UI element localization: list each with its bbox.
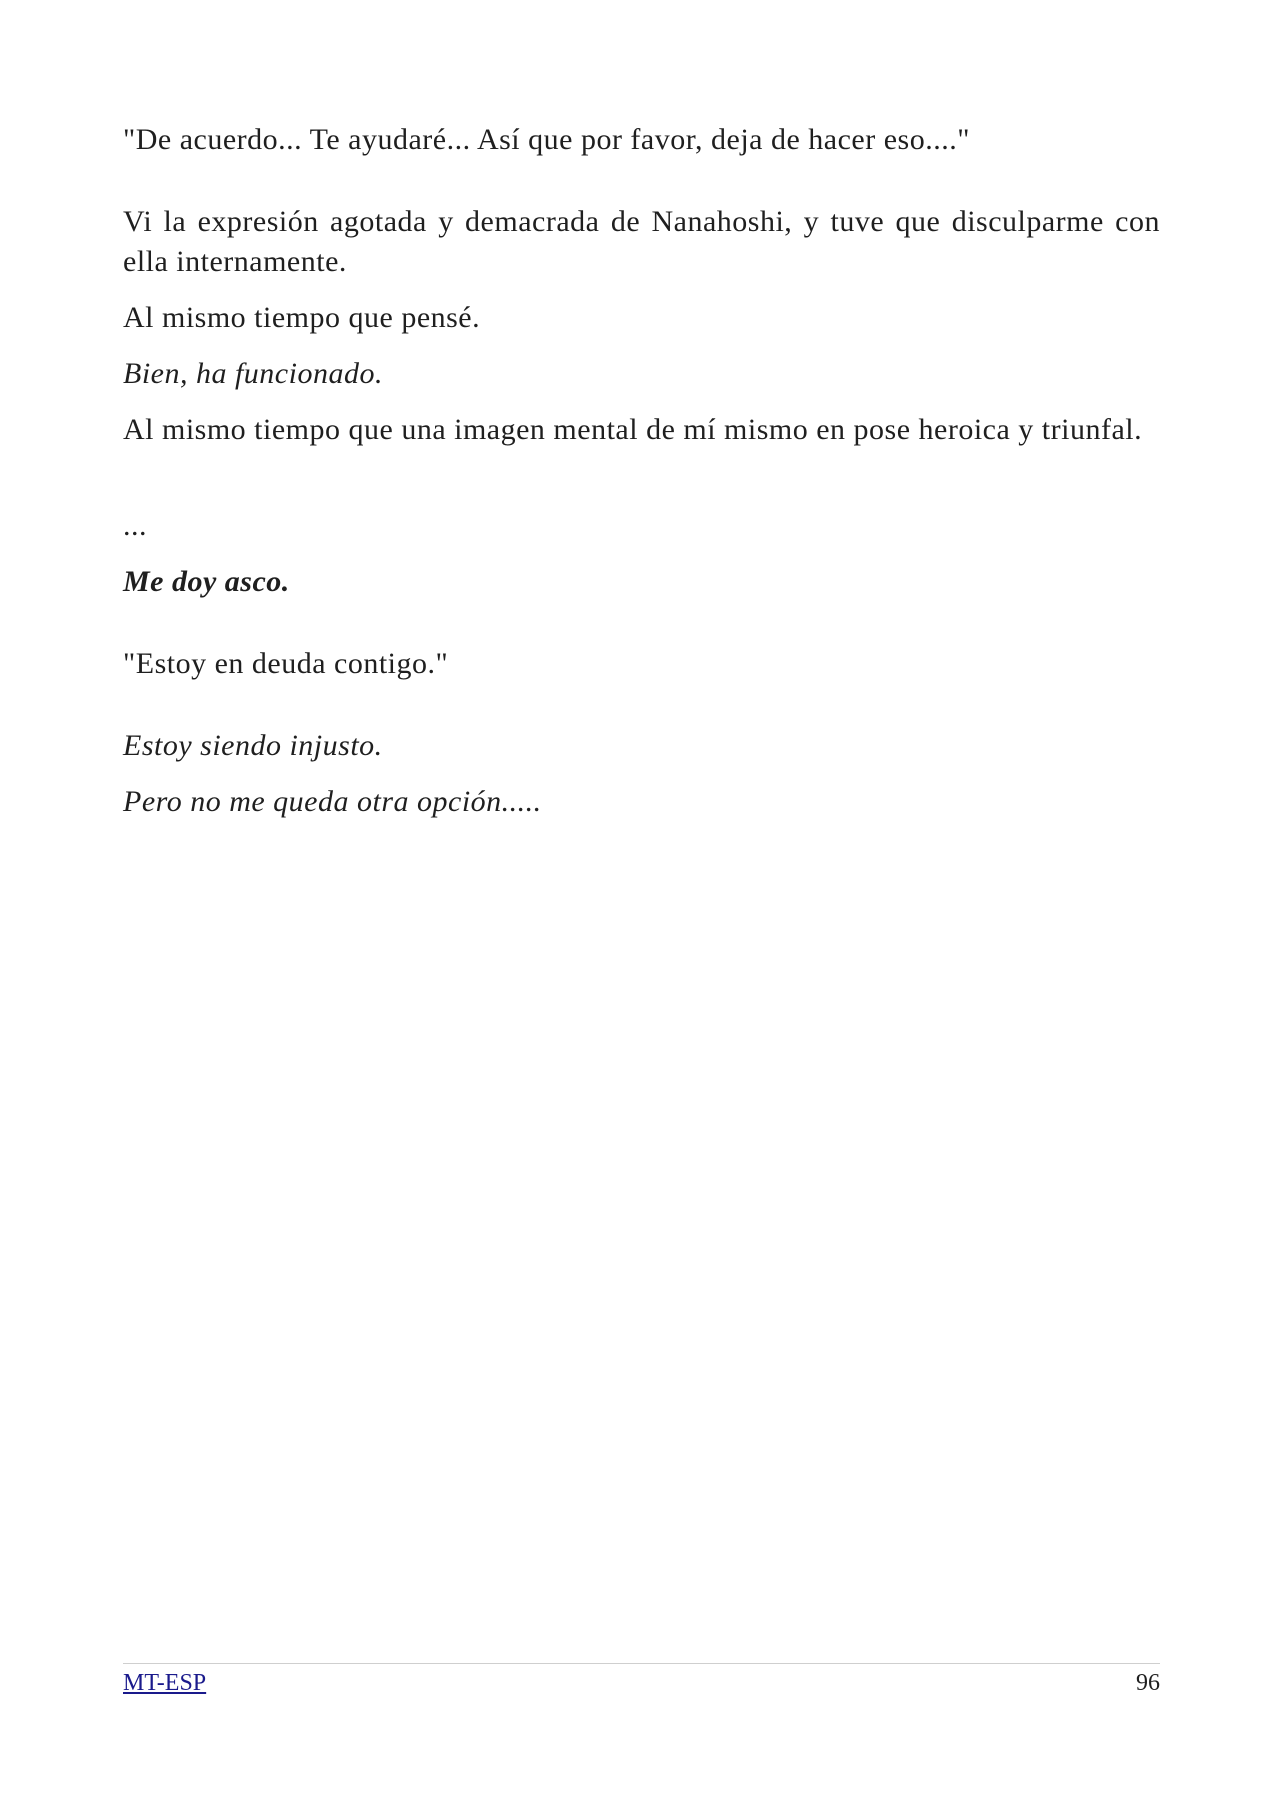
page-number: 96 <box>1136 1670 1160 1696</box>
paragraph-narration-1: Vi la expresión agotada y demacrada de Nanahoshi, y tuve que disculparme con ella internamente. <box>123 205 1160 278</box>
paragraph-thought-2: Estoy siendo injusto. <box>123 729 383 762</box>
paragraph-dialogue-2: "Estoy en deuda contigo." <box>123 647 449 680</box>
paragraph-narration-3: Al mismo tiempo que una imagen mental de mí mismo en pose heroica y triunfal. <box>123 413 1143 446</box>
footer-row <box>123 1664 1160 1698</box>
paragraph-thought-1: Bien, ha funcionado. <box>123 357 383 390</box>
paragraph-ellipsis: ... <box>123 509 147 542</box>
paragraph-narration-2: Al mismo tiempo que pensé. <box>123 301 481 334</box>
paragraph-thought-emphasis: Me doy asco. <box>123 565 290 598</box>
footer-link-mt-esp[interactable]: MT-ESP <box>123 1670 207 1696</box>
paragraph-dialogue-1: "De acuerdo... Te ayudaré... Así que por favor, deja de hacer eso...." <box>123 123 970 156</box>
page-footer <box>123 1663 1160 1698</box>
paragraph-thought-3: Pero no me queda otra opción..... <box>123 785 542 818</box>
